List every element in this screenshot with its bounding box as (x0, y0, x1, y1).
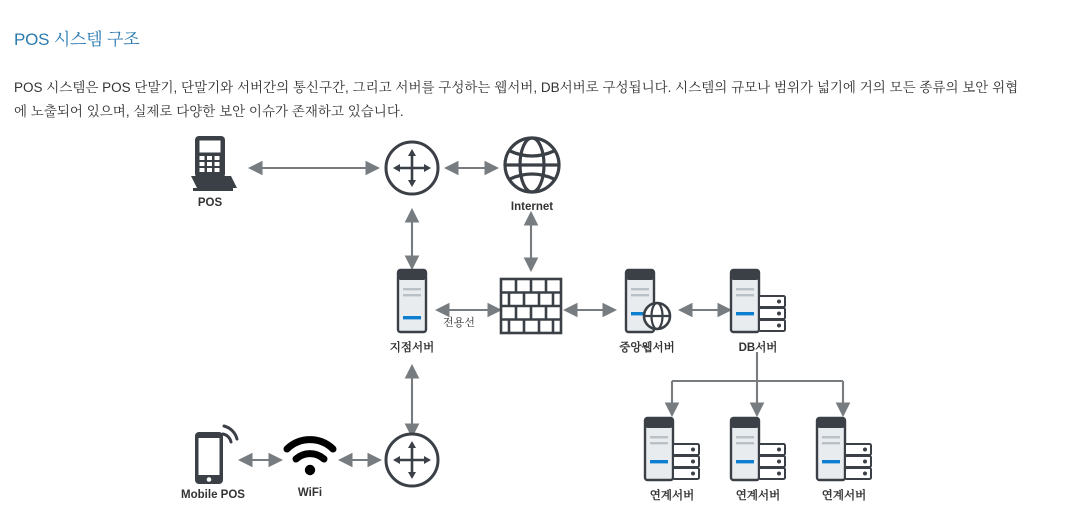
node-central-web-server-label: 중앙웹서버 (619, 342, 675, 354)
router-icon (382, 138, 442, 198)
page-title: POS 시스템 구조 (14, 30, 140, 50)
node-db-server[interactable] (727, 268, 789, 355)
intro-paragraph: POS 시스템은 POS 단말기, 단말기와 서버간의 통신구간, 그리고 서버를 구성하는 웹서버, DB서버로 구성됩니다. 시스템의 규모나 범위가 넓기에 거의 모든 종류의 보안 위협에 노출되어 있으며, 실제로 다양한 보안 이슈가 존재하고 있습니다. (14, 79, 1019, 119)
node-wifi-label: WiFi (297, 487, 323, 499)
server-icon (382, 268, 442, 336)
node-db-server-label: DB서버 (738, 342, 778, 354)
node-internet[interactable] (498, 132, 566, 213)
node-firewall[interactable] (499, 276, 563, 339)
database-server-icon (727, 268, 789, 336)
node-pos-label: POS (197, 197, 223, 209)
mobile-phone-icon (176, 418, 250, 486)
node-internet-label: Internet (510, 201, 554, 213)
node-mobile-pos-label: Mobile POS (181, 489, 245, 501)
firewall-icon (499, 276, 563, 336)
node-mobile-pos[interactable] (176, 418, 250, 501)
node-linked-server-2[interactable] (727, 416, 789, 503)
router-icon (382, 430, 442, 490)
node-linked-server-3-label: 연계서버 (821, 490, 867, 502)
wifi-icon (280, 428, 340, 484)
node-linked-server-3[interactable] (813, 416, 875, 503)
node-router-bottom[interactable] (382, 430, 442, 493)
node-linked-server-1[interactable] (641, 416, 703, 503)
node-branch-server-label: 지점서버 (389, 342, 435, 354)
pos-system-architecture-diagram (0, 118, 1072, 531)
web-server-icon (612, 268, 682, 336)
node-linked-server-1-label: 연계서버 (649, 490, 695, 502)
globe-icon (498, 132, 566, 198)
node-central-web-server[interactable] (612, 268, 682, 355)
node-linked-server-2-label: 연계서버 (735, 490, 781, 502)
node-wifi[interactable] (280, 428, 340, 499)
node-branch-server[interactable] (382, 268, 442, 355)
node-pos[interactable] (170, 132, 250, 209)
database-server-icon (727, 416, 789, 484)
pos-terminal-icon (170, 132, 250, 194)
database-server-icon (641, 416, 703, 484)
node-router-top[interactable] (382, 138, 442, 201)
database-server-icon (813, 416, 875, 484)
edge-label-leased-line: 전용선 (443, 317, 475, 329)
